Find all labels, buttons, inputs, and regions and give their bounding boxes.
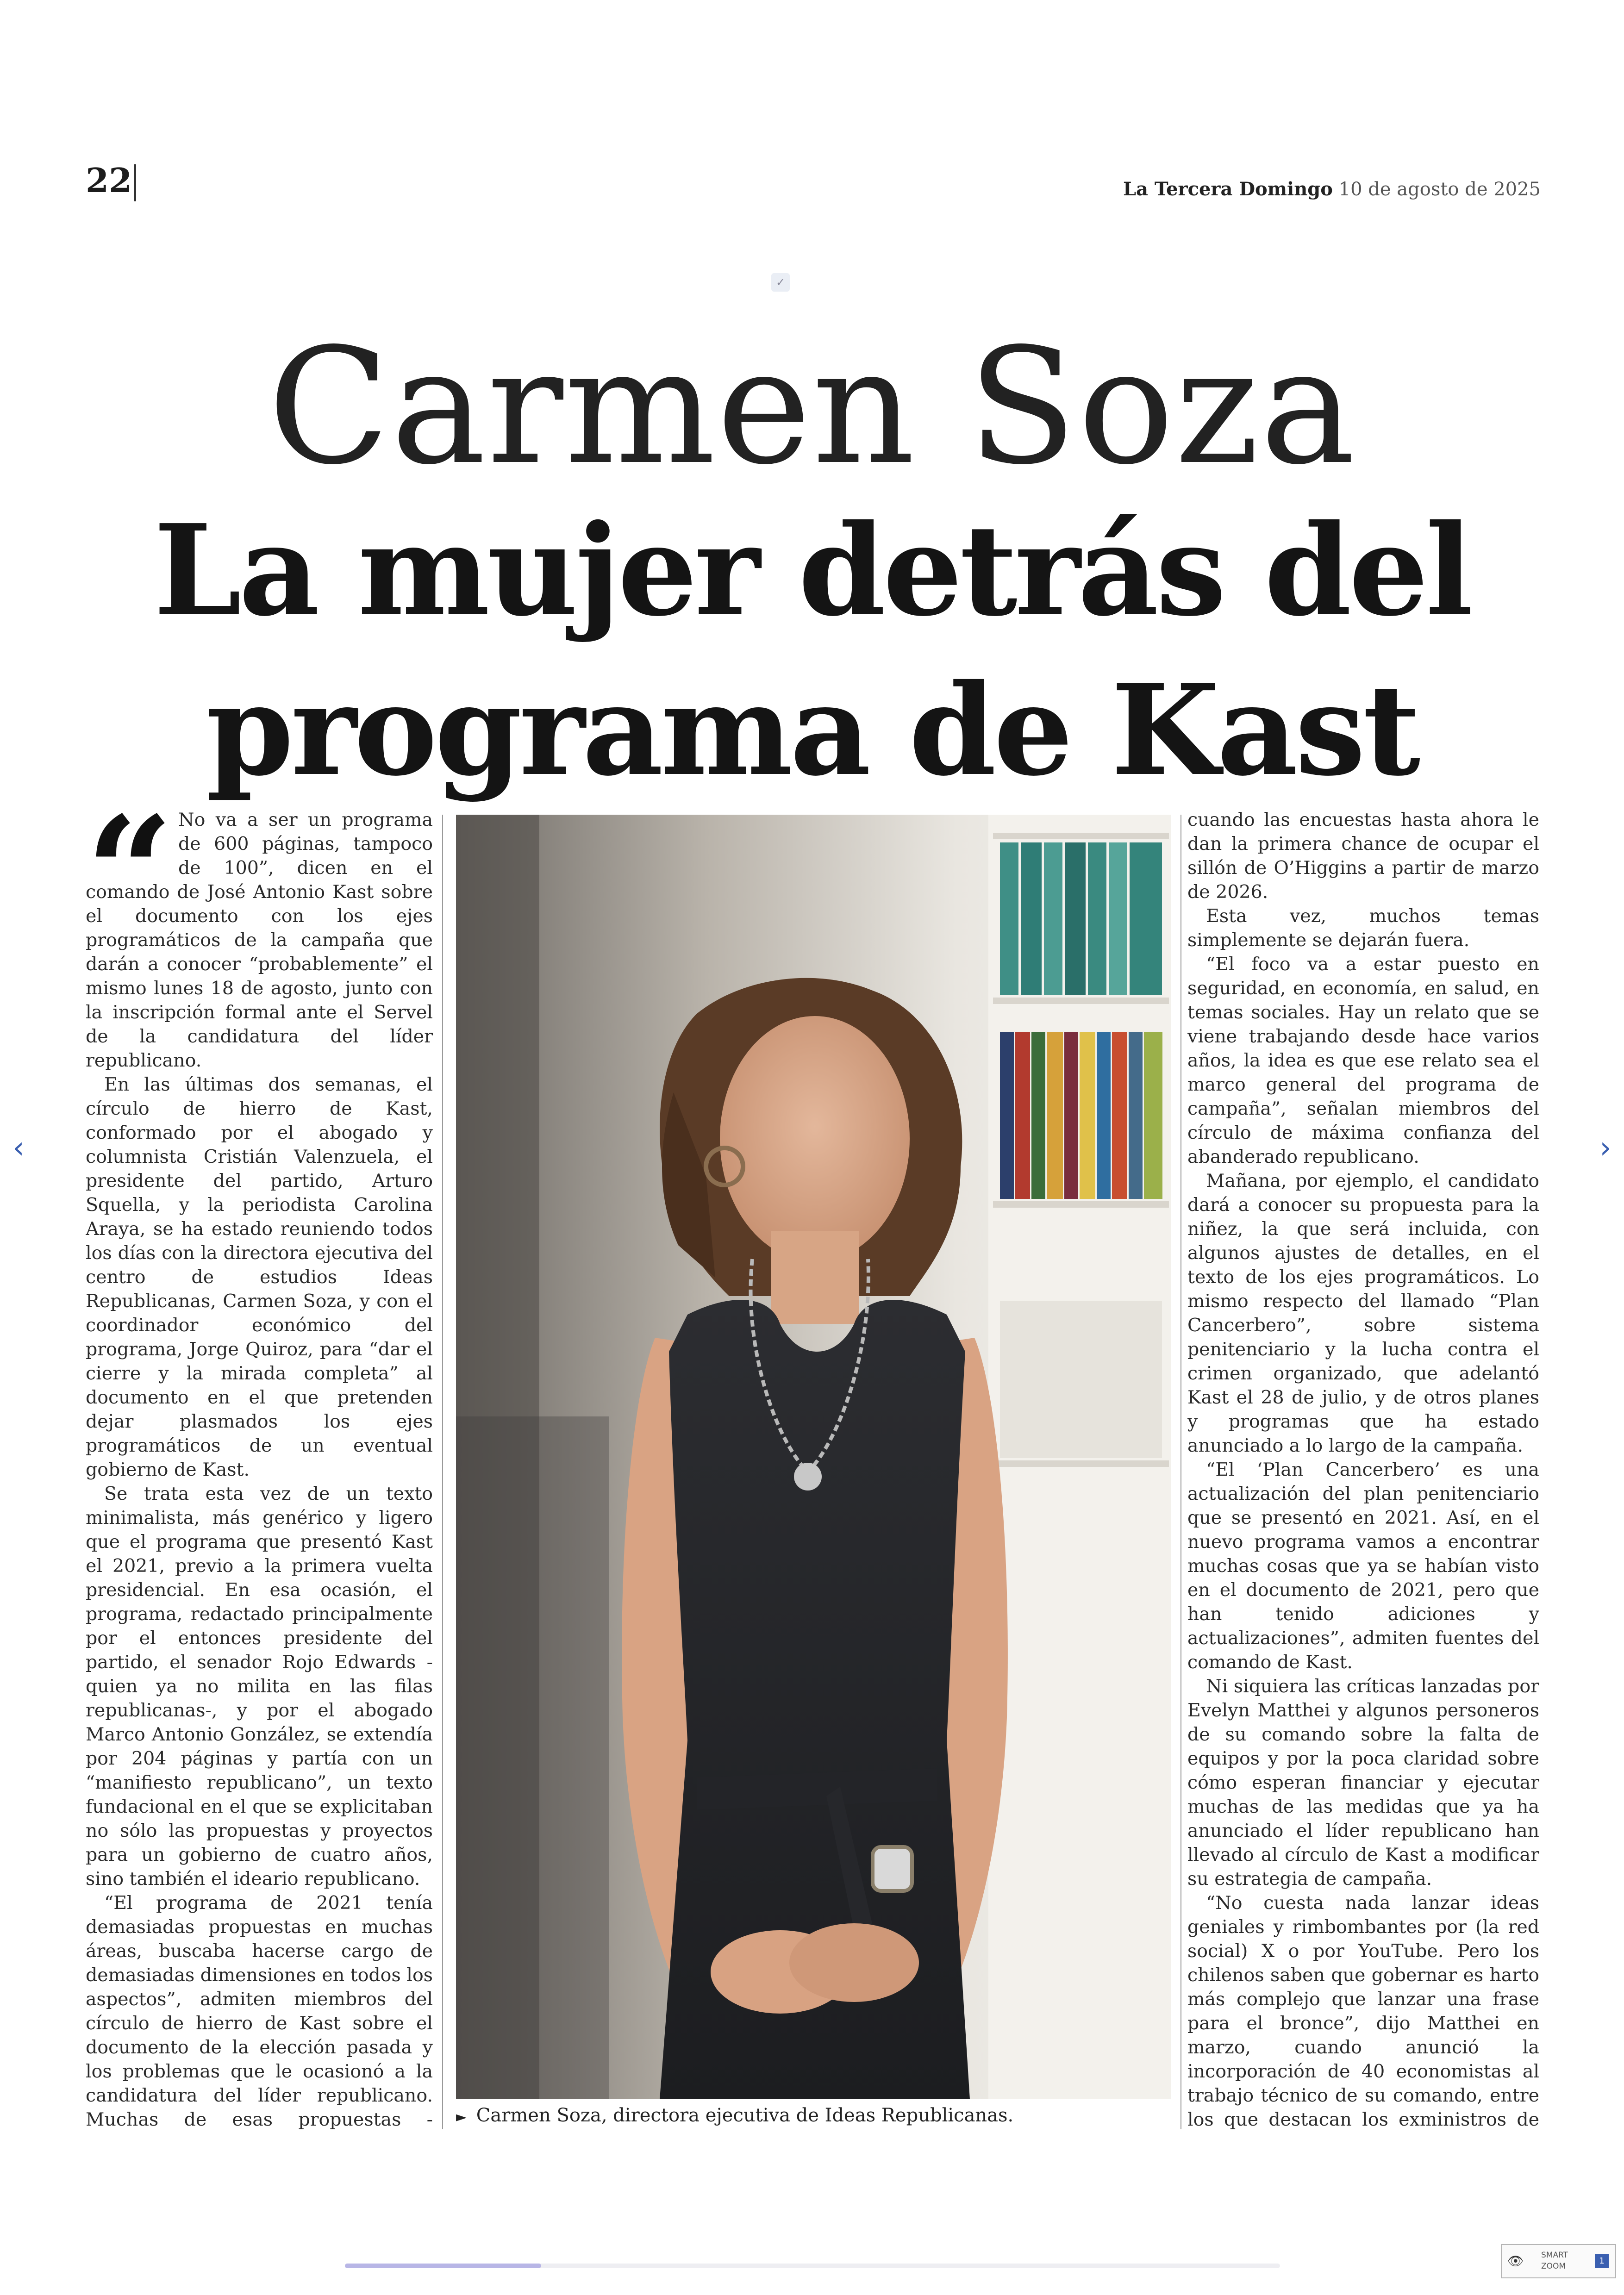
photo-caption <box>456 2104 1171 2129</box>
next-page-button[interactable]: › <box>1599 1131 1612 1165</box>
right-column <box>1187 808 1539 2129</box>
smart-zoom-label-line2: ZOOM <box>1541 2262 1566 2271</box>
smart-zoom-label-line1: SMART <box>1541 2251 1568 2260</box>
issue-date: 10 de agosto de 2025 <box>1338 179 1541 200</box>
article-kicker: Carmen Soza <box>268 314 1356 500</box>
bookmark-icon[interactable]: ✓ <box>771 273 790 292</box>
previous-page-button[interactable]: ‹ <box>12 1131 25 1165</box>
page-progress-fill <box>345 2264 541 2268</box>
publication-name: La Tercera Domingo <box>1123 178 1333 200</box>
right-paragraph: “El foco va a estar puesto en seguridad, en economía, en salud, en temas sociales. Hay un relato que se viene trabajando desde hace varios años, la idea es que ese relato sea el marco general del programa de campaña”, señalan miembros del círculo de máxima confianza del abanderado republicano. <box>1187 954 1539 1167</box>
article-headline <box>0 491 1624 810</box>
headline-line-2: programa de Kast <box>206 656 1418 804</box>
opening-quote-icon: “ <box>86 808 174 962</box>
left-paragraph: “El programa de 2021 tenía demasiadas propuestas en muchas áreas, buscaba hacerse cargo de demasiadas dimensiones en todos los aspectos”, admiten miembros del círculo de hierro de Kast sobre el documento de la elección pasada y los problemas que le ocasionó a la candidatura del líder republicano. Muchas de esas propuestas - <box>86 1892 433 2129</box>
header-divider <box>134 164 136 201</box>
right-paragraph: “No cuesta nada lanzar ideas geniales y rimbombantes por (la red social) X o por YouTube. Pero los chilenos saben que gobernar es harto más complejo que lanzar una frase para el bronce”, dijo Matthei en marzo, cuando anunció la incorporación de 40 economistas al trabajo técnico de su comando, entre los que destacan los exministros de <box>1187 1892 1539 2129</box>
portrait-photo <box>456 815 1171 2099</box>
page-number: 22 <box>86 161 132 200</box>
right-paragraph: Mañana, por ejemplo, el candidato dará a conocer su propuesta para la niñez, la que será incluida, con algunos ajustes de detalles, en el texto de los ejes programáticos. Lo mismo respecto del llamado “Plan Cancerbero”, sobre sistema penitenciario y la lucha contra el crimen organizado, que adelantó Kast el 28 de julio, y de otros planes y programas que ha estado anunciado a lo largo de la campaña. <box>1187 1170 1539 1456</box>
right-paragraph: cuando las encuestas hasta ahora le dan la primera chance de ocupar el sillón de O’Higgins a partir de marzo de 2026. <box>1187 809 1539 903</box>
headline-line-1: La mujer detrás del <box>153 497 1471 644</box>
left-column <box>86 808 433 2129</box>
right-paragraph: “El ‘Plan Cancerbero’ es una actualización del plan penitenciario que se presentó en 2021. Así, en el nuevo programa vamos a encontrar muchas cosas que ya se habían visto en el documento de 2021, pero que han tenido adiciones y actualizaciones”, admiten fuentes del comando de Kast. <box>1187 1459 1539 1673</box>
caption-text: Carmen Soza, directora ejecutiva de Ideas Republicanas. <box>476 2105 1014 2126</box>
smart-zoom-label <box>1541 2250 1568 2272</box>
eye-icon: 👁 <box>1507 2253 1524 2269</box>
left-paragraph: En las últimas dos semanas, el círculo de hierro de Kast, conformado por el abogado y columnista Cristián Valenzuela, el presidente del partido, Arturo Squella, y la periodista Carolina Araya, se ha estado reuniendo todos los días con la directora ejecutiva del centro de estudios Ideas Republicanas, Carmen Soza, y con el coordinador económico del programa, Jorge Quiroz, para “dar el cierre y la mirada completa” al documento en el que pretenden dejar plasmados los ejes programáticos de un eventual gobierno de Kast. <box>86 1074 433 1480</box>
right-paragraph: Esta vez, muchos temas simplemente se dejarán fuera. <box>1187 905 1539 951</box>
caption-marker-icon: ► <box>456 2109 467 2125</box>
dateline <box>1123 178 1541 200</box>
page-progress-bar[interactable] <box>345 2264 1280 2268</box>
smart-zoom-button[interactable] <box>1501 2244 1616 2278</box>
zoom-page-badge: 1 <box>1595 2254 1609 2268</box>
portrait-illustration <box>456 815 1171 2099</box>
left-paragraph: Se trata esta vez de un texto minimalista, más genérico y ligero que el programa que presentó Kast el 2021, previo a la primera vuelta presidencial. En esa ocasión, el programa, redactado principalmente por el entonces presidente del partido, el senador Rojo Edwards -quien ya no milita en las filas republicanas-, y por el abogado Marco Antonio González, se extendía por 204 páginas y partía con un “manifiesto republicano”, un texto fundacional en el que se explicitaban no sólo las propuestas y proyectos para un gobierno de cuatro años, sino también el ideario republicano. <box>86 1483 433 1890</box>
right-paragraph: Ni siquiera las críticas lanzadas por Evelyn Matthei y algunos personeros de su comando sobre la falta de equipos y por la poca claridad sobre cómo esperan financiar y ejecutar muchas de las medidas que ya ha anunciado el líder republicano han llevado al círculo de Kast a modificar su estrategia de campaña. <box>1187 1676 1539 1890</box>
left-paragraph: No va a ser un programa de 600 páginas, tampoco de 100”, dicen en el comando de José Antonio Kast sobre el documento con los ejes programáticos de la campaña que darán a conocer “probablemente” el mismo lunes 18 de agosto, junto con la inscripción formal ante el Servel de la candidatura del líder republicano. <box>86 809 433 1071</box>
column-divider <box>442 815 443 2129</box>
